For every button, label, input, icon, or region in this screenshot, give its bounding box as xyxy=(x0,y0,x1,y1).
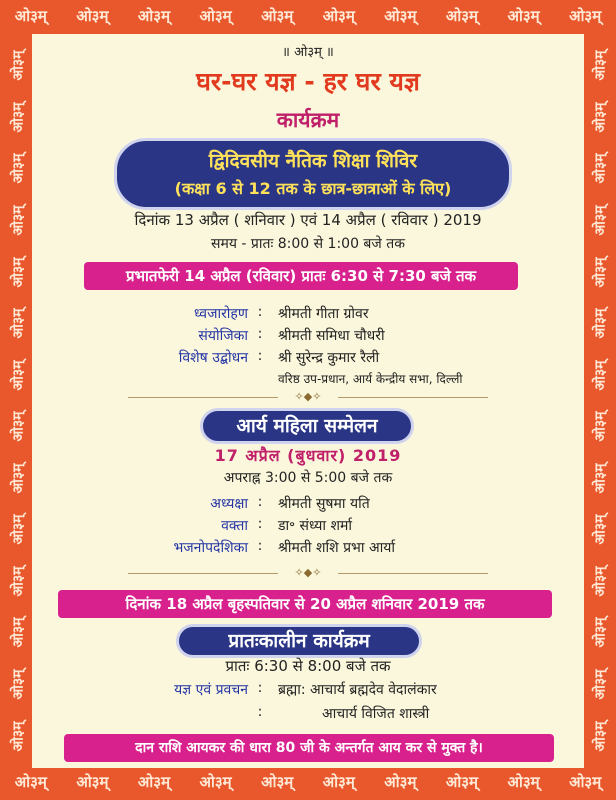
border-word: ओ३म् xyxy=(384,7,417,25)
colon: : xyxy=(257,516,263,532)
border-word: ओ३म् xyxy=(199,773,232,791)
official-role: अध्यक्षा xyxy=(210,496,248,512)
official-name: डा॰ संध्या शर्मा xyxy=(278,518,352,534)
border-word: ओ३म् xyxy=(569,773,602,791)
morning-role: यज्ञ एवं प्रवचन xyxy=(174,682,248,698)
border-word: ओ३म् xyxy=(10,514,27,545)
border-word: ओ३म् xyxy=(592,721,609,752)
border-word: ओ३म् xyxy=(592,102,609,133)
border-word: ओ३म् xyxy=(10,669,27,700)
morning-line1: ब्रह्मा: आचार्य ब्रह्मदेव वेदालंकार xyxy=(278,682,437,698)
border-word: ओ३म् xyxy=(592,257,609,288)
border-word: ओ३म् xyxy=(10,411,27,442)
colon: : xyxy=(257,494,263,510)
border-word: ओ३म् xyxy=(592,669,609,700)
border-word: ओ३म् xyxy=(445,773,479,791)
border-word: ओ३म् xyxy=(592,566,609,597)
border-word: ओ३म् xyxy=(261,7,294,25)
border-right xyxy=(586,40,614,762)
colon: : xyxy=(257,326,263,342)
official-name: श्रीमती सुषमा यति xyxy=(278,496,370,512)
border-word: ओ३म् xyxy=(10,50,27,81)
morning-line2: आचार्य विजित शास्त्री xyxy=(322,706,430,722)
border-word: ओ३म् xyxy=(592,308,609,339)
divider xyxy=(128,390,488,404)
colon: : xyxy=(257,538,263,554)
program-heading: कार्यक्रम xyxy=(276,108,340,132)
border-left xyxy=(4,40,32,762)
om-heading: ॥ ओ३म् ॥ xyxy=(282,45,334,60)
border-word: ओ३म् xyxy=(10,566,27,597)
morning-time: प्रातः 6:30 से 8:00 बजे तक xyxy=(225,657,391,675)
divider xyxy=(128,566,488,580)
official-name: श्रीमती गीता ग्रोवर xyxy=(278,306,369,322)
mahila-banner: आर्य महिला सम्मेलन xyxy=(200,408,414,444)
border-word: ओ३म् xyxy=(10,153,27,184)
border-word: ओ३म् xyxy=(261,773,294,791)
border-bottom xyxy=(0,772,616,792)
border-word: ओ३म् xyxy=(592,514,609,545)
border-word: ओ३म् xyxy=(137,7,171,25)
border-word: ओ३म् xyxy=(569,7,602,25)
tax-exemption-banner: दान राशि आयकर की धारा 80 जी के अन्तर्गत आय कर से मुक्त है। xyxy=(64,734,554,762)
border-word: ओ३म् xyxy=(10,257,27,288)
border-word: ओ३म् xyxy=(592,411,609,442)
border-word: ओ३म् xyxy=(592,617,609,648)
border-word: ओ३म् xyxy=(322,773,355,791)
official-name: श्रीमती शशि प्रभा आर्या xyxy=(278,540,396,556)
border-word: ओ३म् xyxy=(507,773,540,791)
border-word: ओ३म् xyxy=(199,7,232,25)
border-word: ओ३म् xyxy=(592,360,609,391)
border-word: ओ३म् xyxy=(10,205,27,236)
dates-banner: दिनांक 18 अप्रैल बृहस्पतिवार से 20 अप्रैल शनिवार 2019 तक xyxy=(58,590,552,618)
border-word: ओ३म् xyxy=(10,308,27,339)
official-role: ध्वजारोहण xyxy=(194,306,248,322)
border-word: ओ३म् xyxy=(10,360,27,391)
border-word: ओ३म् xyxy=(14,7,47,25)
border-word: ओ३म् xyxy=(507,7,540,25)
border-word: ओ३म् xyxy=(10,463,27,494)
official-role: वक्ता xyxy=(221,518,248,534)
border-word: ओ३म् xyxy=(592,153,609,184)
mahila-date: 17 अप्रैल (बुधवार) 2019 xyxy=(214,446,402,465)
official-role: विशेष उद्बोधन xyxy=(178,350,248,366)
border-word: ओ३म् xyxy=(76,7,109,25)
colon: : xyxy=(257,304,263,320)
border-word: ओ३म् xyxy=(322,7,355,25)
camp-date: दिनांक 13 अप्रैल ( शनिवार ) एवं 14 अप्रैल ( रविवार ) 2019 xyxy=(134,211,482,229)
border-word: ओ३म् xyxy=(14,773,47,791)
border-word: ओ३म् xyxy=(592,205,609,236)
camp-subtitle: (कक्षा 6 से 12 तक के छात्र-छात्राओं के लिए) xyxy=(174,179,452,198)
border-word: ओ३म् xyxy=(10,102,27,133)
border-word: ओ३म् xyxy=(10,617,27,648)
prabhatpheri-banner: प्रभातफेरी 14 अप्रैल (रविवार) प्रातः 6:30 से 7:30 बजे तक xyxy=(84,262,518,290)
mahila-time: अपराह्न 3:00 से 5:00 बजे तक xyxy=(223,470,393,486)
camp-time: समय - प्रातः 8:00 से 1:00 बजे तक xyxy=(210,236,405,252)
official-note: वरिष्ठ उप-प्रधान, आर्य केन्द्रीय सभा, दिल्ली xyxy=(278,372,463,386)
colon: : xyxy=(257,680,263,696)
camp-banner xyxy=(114,138,512,210)
colon: : xyxy=(257,348,263,364)
morning-banner: प्रातःकालीन कार्यक्रम xyxy=(176,624,422,658)
official-role: भजनोपदेशिका xyxy=(173,540,248,556)
border-word: ओ३म् xyxy=(592,50,609,81)
border-word: ओ३म् xyxy=(592,463,609,494)
content-panel xyxy=(32,34,584,768)
border-word: ओ३म् xyxy=(10,721,27,752)
official-name: श्रीमती समिधा चौधरी xyxy=(278,328,385,344)
border-top xyxy=(0,6,616,26)
camp-title: द्विदिवसीय नैतिक शिक्षा शिविर xyxy=(208,150,418,172)
divider-ornament: ✧◆✧ xyxy=(294,566,322,579)
border-word: ओ३म् xyxy=(384,773,417,791)
border-word: ओ३म् xyxy=(445,7,479,25)
border-word: ओ३म् xyxy=(137,773,171,791)
border-word: ओ३म् xyxy=(76,773,109,791)
divider-ornament: ✧◆✧ xyxy=(294,390,322,403)
official-name: श्री सुरेन्द्र कुमार रैली xyxy=(278,350,380,366)
official-role: संयोजिका xyxy=(198,328,248,344)
colon: : xyxy=(257,704,263,720)
main-title: घर-घर यज्ञ - हर घर यज्ञ xyxy=(196,67,420,96)
